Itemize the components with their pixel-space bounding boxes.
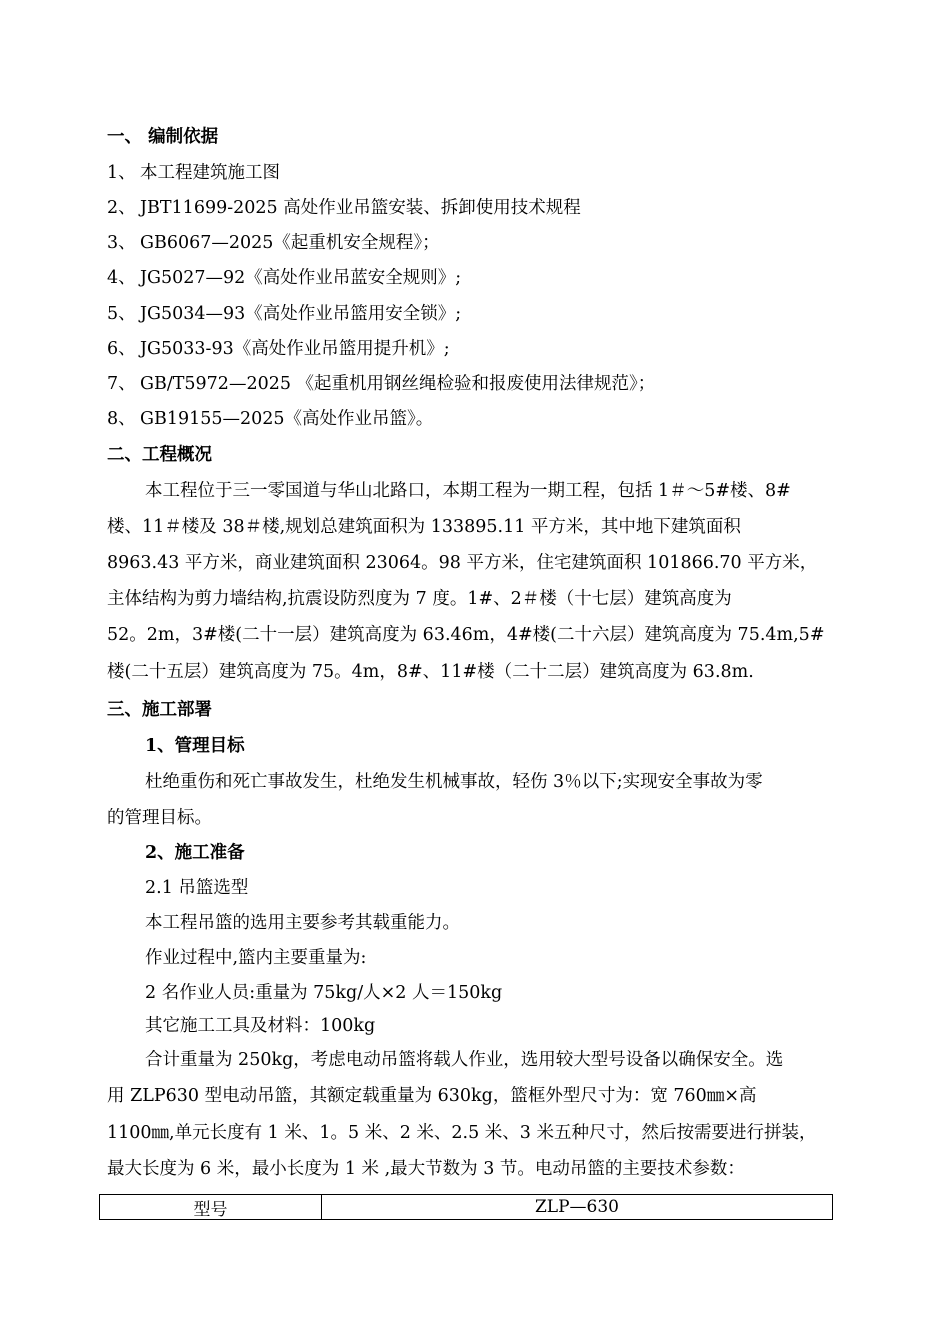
goal-line-1: 杜绝重伤和死亡事故发生，杜绝发生机械事故，轻伤 3％以下;实现安全事故为零 (145, 772, 763, 792)
overview-line-4: 主体结构为剪力墙结构,抗震设防烈度为 7 度。1#、2＃楼（十七层）建筑高度为 (107, 589, 732, 609)
basis-item-1 (107, 161, 280, 185)
item-text: GB19155—2025《高处作业吊篮》。 (140, 409, 434, 429)
basis-item-7 (107, 372, 655, 396)
item-number: 7、 (107, 374, 136, 394)
subsection-title-prep: 2、施工准备 (145, 843, 245, 863)
prep-line-4: 其它施工工具及材料：100kg (145, 1016, 376, 1036)
prep-line-8: 最大长度为 6 米，最小长度为 1 米 ,最大节数为 3 节。电动吊篮的主要技术参数： (107, 1159, 745, 1179)
prep-line-6: 用 ZLP630 型电动吊篮，其额定载重量为 630kg，篮框外型尺寸为：宽 760㎜×高 (107, 1086, 757, 1106)
section-title-overview: 二、工程概况 (107, 445, 212, 465)
item-number: 6、 (107, 339, 136, 359)
item-number: 5、 (107, 304, 136, 324)
prep-line-3: 2 名作业人员:重量为 75kg/人×2 人＝150kg (145, 983, 503, 1003)
item-number: 3、 (107, 233, 136, 253)
overview-line-1: 本工程位于三一零国道与华山北路口，本期工程为一期工程，包括 1＃～5#楼、8# (145, 481, 791, 501)
prep-heading-2-1: 2.1 吊篮选型 (145, 878, 249, 898)
prep-line-2: 作业过程中,篮内主要重量为: (145, 948, 367, 968)
basis-item-3 (107, 231, 440, 255)
item-text: JG5027—92《高处作业吊蓝安全规则》; (140, 268, 462, 288)
prep-line-5: 合计重量为 250kg，考虑电动吊篮将载人作业，选用较大型号设备以确保安全。选 (145, 1050, 784, 1070)
prep-line-7: 1100㎜,单元长度有 1 米、1。5 米、2 米、2.5 米、3 米五种尺寸，然后按需要进行拼装， (107, 1123, 817, 1143)
basis-item-2 (107, 196, 581, 220)
item-text: GB/T5972—2025 《起重机用钢丝绳检验和报废使用法律规范》； (140, 374, 656, 394)
subsection-title-goal: 1、管理目标 (145, 736, 245, 756)
item-text: JG5034—93《高处作业吊篮用安全锁》; (140, 304, 462, 324)
item-number: 2、 (107, 198, 136, 218)
goal-line-2: 的管理目标。 (107, 808, 212, 828)
table-header-model-value: ZLP—630 (535, 1197, 619, 1217)
overview-line-2: 楼、11＃楼及 38＃楼,规划总建筑面积为 133895.11 平方米，其中地下建筑面积 (107, 517, 741, 537)
prep-line-1: 本工程吊篮的选用主要参考其载重能力。 (145, 913, 460, 933)
basis-item-8 (107, 407, 433, 431)
basis-item-5 (107, 302, 461, 326)
item-number: 4、 (107, 268, 136, 288)
item-number: 8、 (107, 409, 136, 429)
section-title-deployment: 三、施工部署 (107, 700, 212, 720)
parameter-table (99, 1194, 833, 1220)
basis-item-4 (107, 266, 461, 290)
item-text: JG5033-93《高处作业吊篮用提升机》; (140, 339, 450, 359)
basis-item-6 (107, 337, 450, 361)
overview-line-5: 52。2m，3#楼(二十一层）建筑高度为 63.46m，4#楼(二十六层）建筑高度为 75.4m,5# (107, 625, 825, 645)
overview-line-6: 楼(二十五层）建筑高度为 75。4m，8#、11#楼（二十二层）建筑高度为 63.8m. (107, 662, 754, 682)
item-text: JBT11699-2025 高处作业吊篮安装、拆卸使用技术规程 (140, 198, 581, 218)
item-text: GB6067—2025《起重机安全规程》； (140, 233, 440, 253)
overview-line-3: 8963.43 平方米，商业建筑面积 23064。98 平方米，住宅建筑面积 101866.70 平方米， (107, 553, 818, 573)
table-header-model-label: 型号 (100, 1195, 322, 1219)
section-title-basis: 一、 编制依据 (107, 127, 219, 147)
item-text: 本工程建筑施工图 (140, 163, 280, 183)
item-number: 1、 (107, 163, 136, 183)
